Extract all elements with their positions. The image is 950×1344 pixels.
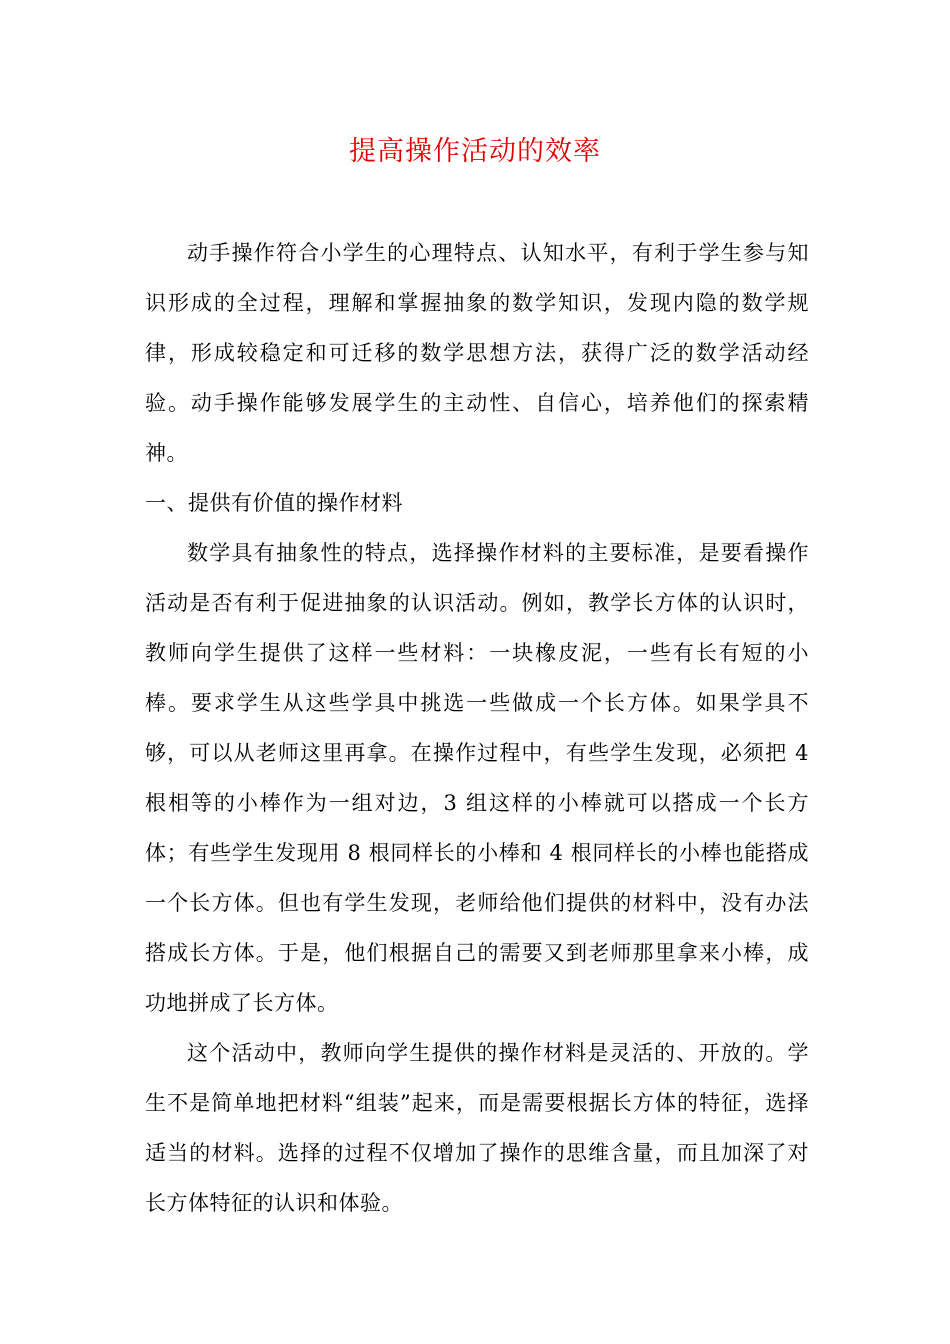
section-heading: 一、提供有价值的操作材料	[145, 491, 403, 515]
example-paragraph: 数学具有抽象性的特点，选择操作材料的主要标准，是要看操作活动是否有利于促进抽象的认识活动。例如，教学长方体的认识时，教师向学生提供了这样一些材料：一块橡皮泥，一些有长有短的小棒。要求学生从这些学具中挑选一些做成一个长方体。如果学具不够，可以从老师这里再拿。在操作过程中，有些学生发现，必须把 4 根相等的小棒作为一组对边，3 组这样的小棒就可以搭成一个长方体；有些学生发现用 8 根同样长的小棒和 4 根同样长的小棒也能搭成一个长方体。但也有学生发现，老师给他们提供的材料中，没有办法搭成长方体。于是，他们根据自己的需要又到老师那里拿来小棒，成功地拼成了长方体。	[145, 541, 809, 1015]
document-body	[145, 228, 809, 1228]
document-title: 提高操作活动的效率	[349, 136, 601, 167]
intro-paragraph: 动手操作符合小学生的心理特点、认知水平，有利于学生参与知识形成的全过程，理解和掌握抽象的数学知识，发现内隐的数学规律，形成较稳定和可迁移的数学思想方法，获得广泛的数学活动经验。动手操作能够发展学生的主动性、自信心，培养他们的探索精神。	[145, 241, 809, 465]
summary-paragraph: 这个活动中，教师向学生提供的操作材料是灵活的、开放的。学生不是简单地把材料“组装”起来，而是需要根据长方体的特征，选择适当的材料。选择的过程不仅增加了操作的思维含量，而且加深了对长方体特征的认识和体验。	[145, 1041, 809, 1215]
